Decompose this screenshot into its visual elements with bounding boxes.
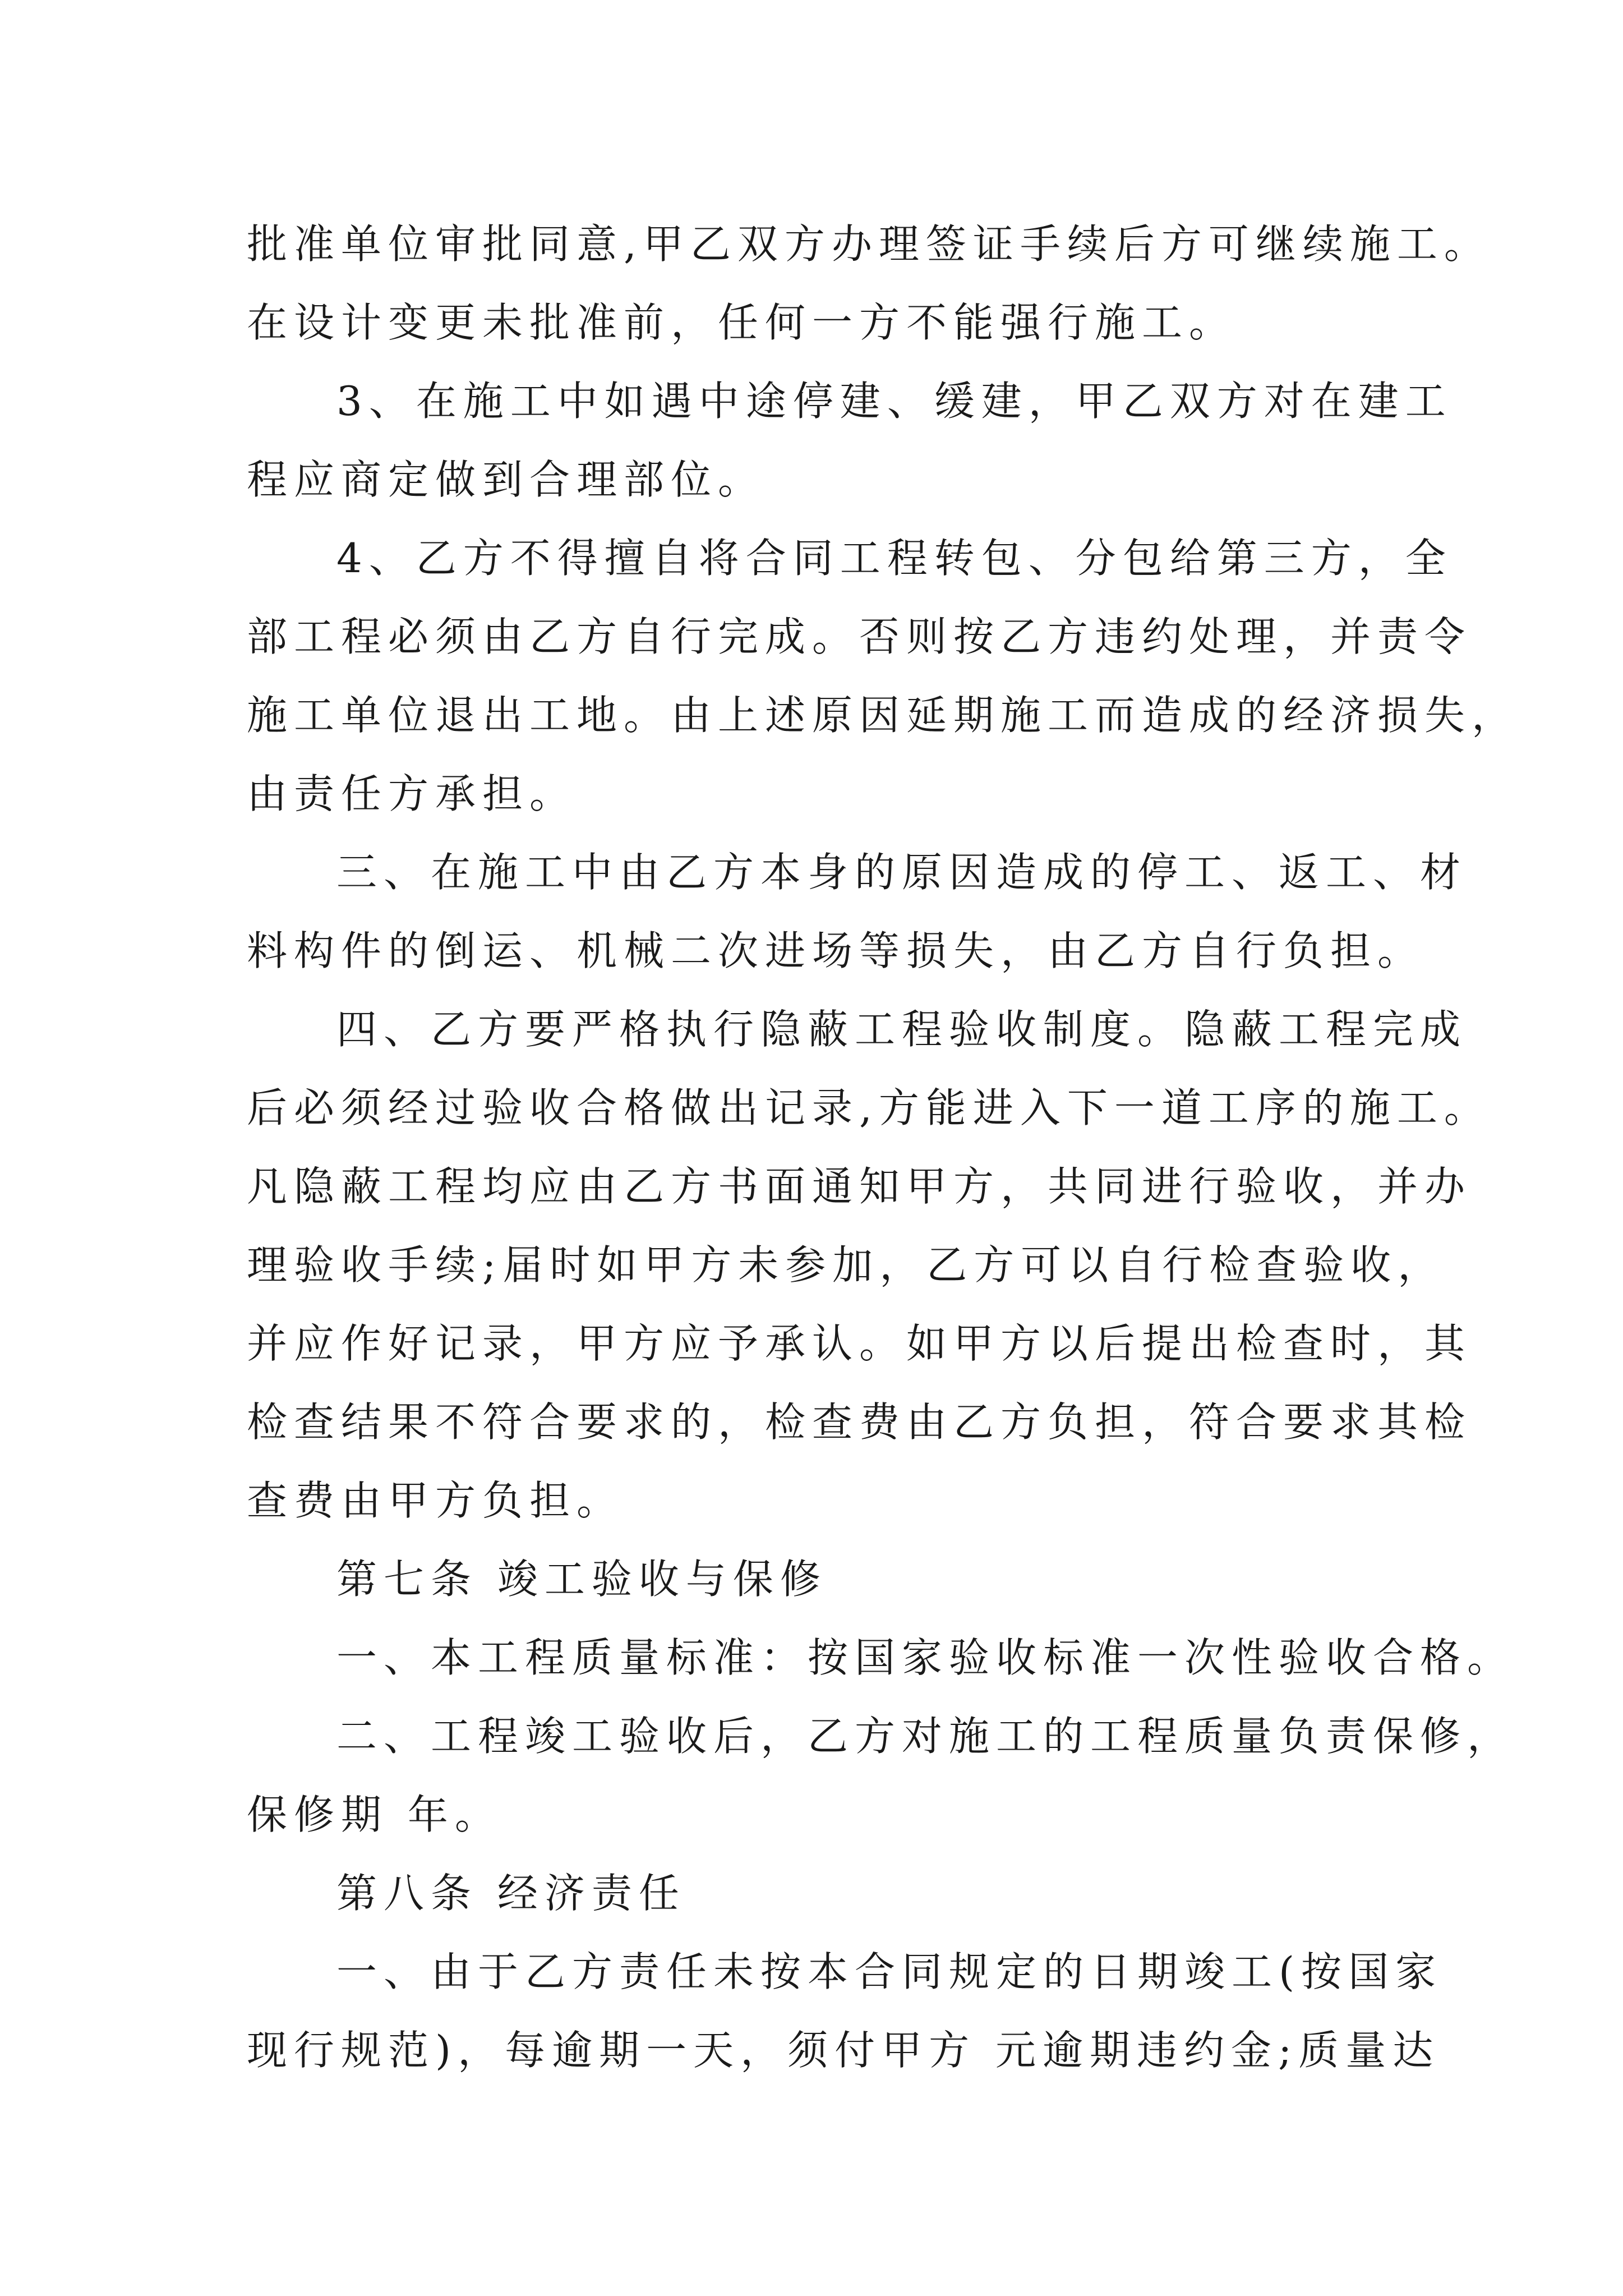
text-line: 在设计变更未批准前，任何一方不能强行施工。 — [247, 299, 1237, 346]
text-line: 查费由甲方负担。 — [247, 1477, 624, 1524]
text-line: 3、在施工中如遇中途停建、缓建，甲乙双方对在建工 — [336, 378, 1453, 425]
text-line: 三、在施工中由乙方本身的原因造成的停工、返工、材 — [336, 849, 1468, 896]
text-line: 后必须经过验收合格做出记录,方能进入下一道工序的施工。 — [247, 1084, 1491, 1131]
text-line: 现行规范)，每逾期一天，须付甲方 元逾期违约金;质量达 — [247, 2027, 1440, 2074]
text-line: 一、本工程质量标准：按国家验收标准一次性验收合格。 — [336, 1634, 1515, 1681]
text-line: 并应作好记录，甲方应予承认。如甲方以后提出检查时，其 — [247, 1320, 1472, 1367]
section-heading: 第七条 竣工验收与保修 — [336, 1556, 827, 1603]
text-line: 程应商定做到合理部位。 — [247, 456, 766, 503]
text-line: 4、乙方不得擅自将合同工程转包、分包给第三方，全 — [336, 535, 1453, 582]
text-line: 理验收手续;届时如甲方未参加，乙方可以自行检查验收， — [247, 1241, 1445, 1289]
text-line: 部工程必须由乙方自行完成。否则按乙方违约处理，并责令 — [247, 613, 1472, 660]
text-line: 料构件的倒运、机械二次进场等损失，由乙方自行负担。 — [247, 927, 1425, 974]
text-line: 凡隐蔽工程均应由乙方书面通知甲方，共同进行验收，并办 — [247, 1163, 1472, 1210]
text-line: 由责任方承担。 — [247, 770, 577, 817]
text-line: 批准单位审批同意,甲乙双方办理签证手续后方可继续施工。 — [247, 220, 1491, 268]
text-line: 施工单位退出工地。由上述原因延期施工而造成的经济损失， — [247, 692, 1519, 739]
text-line: 四、乙方要严格执行隐蔽工程验收制度。隐蔽工程完成 — [336, 1006, 1468, 1053]
text-line: 检查结果不符合要求的，检查费由乙方负担，符合要求其检 — [247, 1398, 1472, 1446]
section-heading: 第八条 经济责任 — [336, 1870, 686, 1917]
text-line: 保修期 年。 — [247, 1791, 502, 1838]
text-line: 一、由于乙方责任未按本合同规定的日期竣工(按国家 — [336, 1948, 1443, 1995]
text-line: 二、工程竣工验收后，乙方对施工的工程质量负责保修， — [336, 1713, 1515, 1760]
